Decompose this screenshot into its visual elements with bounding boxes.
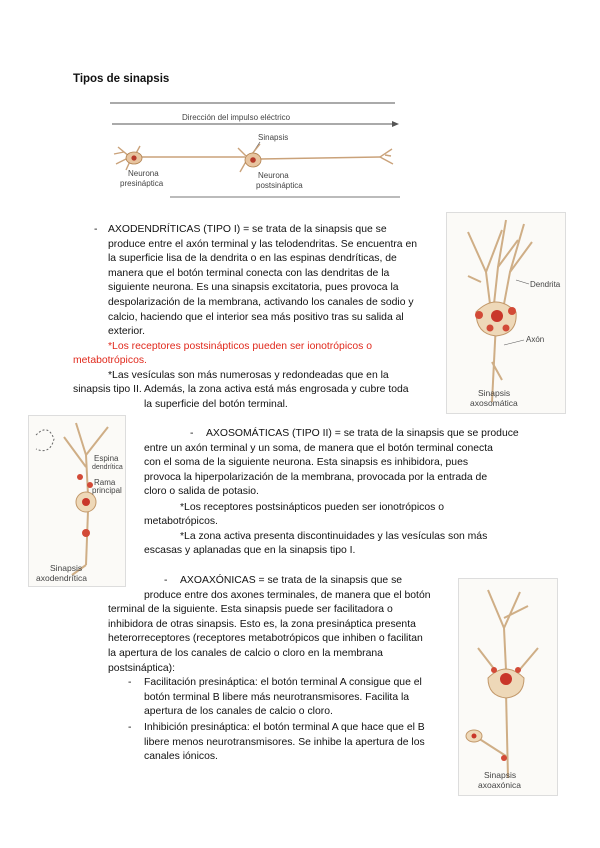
text-line: despolarización de la membrana, activando los canales de sodio y (108, 296, 414, 308)
synapse-direction-figure (110, 102, 400, 208)
text-line: AXODENDRÍTICAS (TIPO I) = se trata de la sinapsis que se (108, 224, 387, 235)
list-dash: - (190, 428, 194, 439)
axoaxonic-paragraph (108, 574, 458, 676)
page-title: Tipos de sinapsis (73, 73, 170, 85)
sub-list-dash: - (128, 677, 132, 688)
presynaptic-label-1: Neurona (128, 169, 159, 178)
figure-caption-1: Sinapsis (50, 563, 83, 573)
vesicle-note-cont: la superficie del botón terminal. (144, 399, 288, 410)
text-line: entre un axón terminal y un soma, de manera que el botón terminal conecta (144, 442, 493, 454)
text-line: exterior. (108, 326, 145, 338)
figure-caption-1: Sinapsis (484, 770, 517, 780)
vesicle-note-cont: sinapsis tipo II. Además, la zona activa está más engrosada y cubre toda (73, 384, 409, 395)
vesicle-note: *Las vesículas son más numerosas y redondeadas que en la (108, 370, 389, 381)
axoaxonic-figure (458, 578, 558, 796)
dendrite-label: Dendrita (530, 280, 561, 289)
text-line: manera que el botón terminal conecta con las dendritas de la (108, 267, 390, 279)
figure-caption-2: axosomática (470, 398, 518, 408)
text-line: la apertura de los canales de calcio o cloro en la membrana (108, 647, 383, 659)
text-line: la superficie lisa de la dendrita o en las espinas dendríticas, de (108, 253, 397, 265)
presynaptic-label-2: presináptica (120, 179, 164, 188)
spine-label-2: dendrítica (92, 464, 123, 471)
synapse-label: Sinapsis (258, 133, 289, 142)
axodendritic-paragraph (108, 223, 453, 340)
receptor-note: *Los receptores postsinápticos pueden ser ionotrópicos o (180, 502, 444, 513)
presynaptic-facilitation-item (144, 676, 454, 720)
text-line: AXOSOMÁTICAS (TIPO II) = se trata de la sinapsis que se produce (206, 428, 519, 439)
receptor-note-red: *Los receptores postsinápticos pueden ser ionotrópicos o (108, 341, 372, 352)
axodendritic-figure (28, 415, 126, 587)
list-dash: - (94, 224, 98, 235)
text-line: con el soma de la siguiente neurona. Esta sinapsis es inhibidora, pues (144, 457, 469, 469)
spine-label-1: Espina (94, 454, 119, 463)
text-line: inhibidora de otras sinapsis. Esto es, la zona presináptica presenta (108, 618, 416, 630)
text-line: terminal de la siguiente. Esta sinapsis puede ser facilitadora o (108, 604, 393, 616)
postsynaptic-label-2: postsináptica (256, 181, 303, 190)
text-line: produce entre dos axones terminales, de manera que el botón (144, 589, 431, 601)
text-line: calcio, haciendo que el interior sea más positivo tras su salida al (108, 311, 404, 323)
active-zone-note: *La zona activa presenta discontinuidades y las vesículas son más (180, 531, 488, 542)
branch-label-1: Rama (94, 478, 116, 487)
text-line: siguiente neurona. Es una sinapsis excitatoria, pues provoca la (108, 282, 399, 294)
presynaptic-inhibition-item (144, 721, 454, 765)
impulse-direction-label: Dirección del impulso eléctrico (182, 113, 291, 122)
postsynaptic-label-1: Neurona (258, 171, 289, 180)
text-line: cloro o salida de potasio. (144, 486, 259, 498)
text-line: heterorreceptores (receptores metabotrópicos que inhiben o facilitan (108, 633, 423, 645)
figure-caption-2: axodendrítica (36, 573, 88, 583)
figure-caption-2: axoaxónica (478, 780, 522, 790)
receptor-note-red-cont: metabotrópicos. (73, 355, 147, 366)
text-line: apertura de los canales de calcio o cloro. (144, 706, 333, 718)
axosomatic-paragraph (144, 427, 534, 500)
text-line: produce entre el axón terminal y las telodendritas. Se encuentra en (108, 238, 418, 250)
active-zone-note-cont: escasas y aplanadas que en la sinapsis tipo I. (144, 545, 356, 556)
text-line: Inhibición presináptica: el botón terminal A que hace que el B (144, 722, 425, 733)
text-line: Facilitación presináptica: el botón terminal A consigue que el (144, 677, 422, 688)
text-line: AXOAXÓNICAS = se trata de la sinapsis que se (180, 575, 403, 586)
text-line: botón terminal B libere más neurotransmisores. Facilita la (144, 691, 410, 703)
branch-label-2: principal (92, 486, 122, 495)
axosomatic-figure (446, 212, 566, 414)
text-line: provoca la hiperpolarización de la membrana, provocada por la entrada de (144, 471, 488, 483)
list-dash: - (164, 575, 168, 586)
axon-label: Axón (526, 335, 545, 344)
figure-caption-1: Sinapsis (478, 388, 511, 398)
text-line: canales iónicos. (144, 751, 218, 763)
text-line: postsináptica): (108, 662, 175, 674)
receptor-note-cont: metabotrópicos. (144, 516, 218, 527)
text-line: libere menos neurotransmisores. Se inhibe la apertura de los (144, 736, 425, 748)
sub-list-dash: - (128, 722, 132, 733)
